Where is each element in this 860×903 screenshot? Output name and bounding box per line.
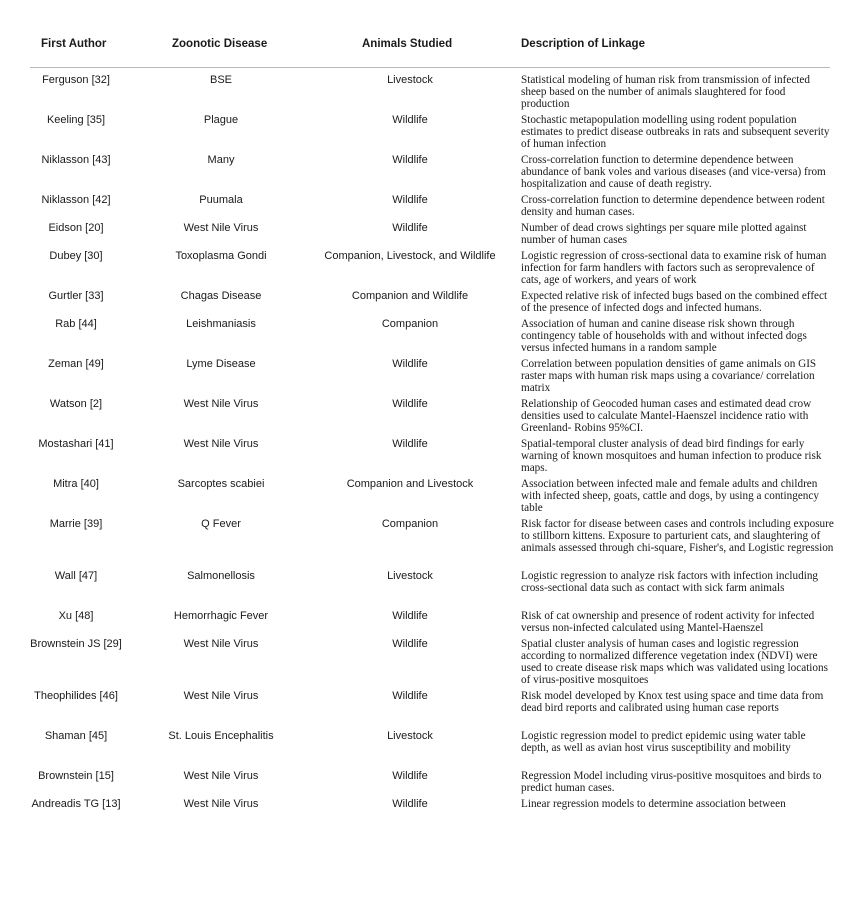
- table-row: [0, 222, 860, 250]
- cell-animals-studied: Wildlife: [392, 154, 428, 166]
- cell-animals-studied: Wildlife: [392, 798, 428, 810]
- cell-first-author: Wall [47]: [54, 570, 98, 582]
- cell-zoonotic-disease: Q Fever: [201, 518, 241, 530]
- cell-description: Risk model developed by Knox test using space and time data from dead bird reports and calibrated using human case reports: [521, 690, 824, 714]
- table-row: [0, 250, 860, 290]
- cell-first-author: Theophilides [46]: [34, 690, 118, 702]
- cell-zoonotic-disease: Sarcoptes scabiei: [177, 478, 265, 490]
- table-row: [0, 74, 860, 114]
- cell-animals-studied: Wildlife: [392, 770, 428, 782]
- table-header: [0, 36, 860, 56]
- cell-animals-studied: Wildlife: [392, 398, 428, 410]
- cell-zoonotic-disease: Lyme Disease: [186, 358, 256, 370]
- cell-zoonotic-disease: Leishmaniasis: [186, 318, 256, 330]
- cell-animals-studied: Companion: [381, 318, 439, 330]
- table-row: [0, 518, 860, 570]
- header-zoonotic-disease: Zoonotic Disease: [172, 38, 268, 50]
- table-row: [0, 570, 860, 610]
- cell-first-author: Xu [48]: [58, 610, 94, 622]
- cell-description: Logistic regression model to predict epidemic using water table depth, as well as avian host virus susceptibility and mobility: [521, 730, 806, 754]
- table-row: [0, 398, 860, 438]
- table-row: [0, 114, 860, 154]
- cell-animals-studied: Companion: [381, 518, 439, 530]
- cell-description: Logistic regression to analyze risk factors with infection including cross-sectional data such as contact with sick farm animals: [521, 570, 819, 594]
- cell-first-author: Mitra [40]: [53, 478, 99, 490]
- cell-first-author: Watson [2]: [49, 398, 103, 410]
- cell-description: Cross-correlation function to determine dependence between rodent density and human cases.: [521, 194, 825, 218]
- header-divider: [30, 67, 830, 68]
- table-row: [0, 638, 860, 690]
- cell-first-author: Marrie [39]: [49, 518, 103, 530]
- cell-zoonotic-disease: West Nile Virus: [183, 438, 259, 450]
- table-row: [0, 730, 860, 770]
- cell-zoonotic-disease: West Nile Virus: [183, 638, 259, 650]
- table-row: [0, 358, 860, 398]
- cell-first-author: Mostashari [41]: [38, 438, 114, 450]
- header-description: Description of Linkage: [521, 38, 645, 50]
- cell-zoonotic-disease: West Nile Virus: [183, 798, 259, 810]
- cell-description: Association between infected male and female adults and children with infected sheep, goats, cattle and dogs, by using a contingency table: [521, 478, 819, 514]
- cell-zoonotic-disease: West Nile Virus: [183, 398, 259, 410]
- cell-animals-studied: Wildlife: [392, 194, 428, 206]
- table-body: [0, 74, 860, 812]
- cell-animals-studied: Wildlife: [392, 438, 428, 450]
- cell-description: Logistic regression of cross-sectional data to examine risk of human infection for farm handlers with factors such as seroprevalence of cats, age of workers, and years of work: [521, 250, 827, 286]
- table-row: [0, 318, 860, 358]
- cell-description: Spatial cluster analysis of human cases and logistic regression according to normalized difference vegetation index (NDVI) were used to create disease risk maps which was validated using locations of virus-positive mosquitoes: [521, 638, 828, 686]
- cell-description: Stochastic metapopulation modelling using rodent population estimates to predict disease outbreaks in rats and subsequent severity of human infection: [521, 114, 830, 150]
- cell-animals-studied: Companion, Livestock, and Wildlife: [324, 250, 496, 262]
- cell-description: Correlation between population densities of game animals on GIS raster maps with human risk maps using a covariance/ correlation matrix: [521, 358, 817, 394]
- cell-zoonotic-disease: West Nile Virus: [183, 690, 259, 702]
- cell-description: Number of dead crows sightings per square mile plotted against number of human cases: [521, 222, 807, 246]
- cell-first-author: Keeling [35]: [46, 114, 106, 126]
- cell-zoonotic-disease: Plague: [203, 114, 239, 126]
- cell-animals-studied: Wildlife: [392, 114, 428, 126]
- cell-animals-studied: Companion and Livestock: [346, 478, 474, 490]
- cell-zoonotic-disease: Salmonellosis: [187, 570, 255, 582]
- cell-zoonotic-disease: West Nile Virus: [183, 222, 259, 234]
- cell-first-author: Niklasson [42]: [41, 194, 111, 206]
- cell-zoonotic-disease: Hemorrhagic Fever: [173, 610, 269, 622]
- cell-animals-studied: Wildlife: [392, 638, 428, 650]
- cell-description: Risk factor for disease between cases and controls including exposure to stillborn kittens. Exposure to parturient cats, and slaughtering of animals assessed through chi-square, Fisher's, and Logistic regression: [521, 518, 834, 554]
- cell-first-author: Gurtler [33]: [48, 290, 104, 302]
- table-row: [0, 798, 860, 812]
- cell-first-author: Rab [44]: [55, 318, 97, 330]
- cell-zoonotic-disease: Toxoplasma Gondi: [175, 250, 267, 262]
- cell-zoonotic-disease: St. Louis Encephalitis: [168, 730, 274, 742]
- header-first-author: First Author: [41, 38, 107, 50]
- cell-description: Statistical modeling of human risk from transmission of infected sheep based on the number of animals slaughtered for food production: [521, 74, 810, 110]
- cell-description: Linear regression models to determine association between: [521, 798, 786, 810]
- table-row: [0, 610, 860, 638]
- cell-animals-studied: Livestock: [387, 74, 433, 86]
- cell-zoonotic-disease: BSE: [209, 74, 232, 86]
- header-animals-studied: Animals Studied: [362, 38, 453, 50]
- cell-zoonotic-disease: West Nile Virus: [183, 770, 259, 782]
- cell-description: Relationship of Geocoded human cases and estimated dead crow densities used to calculate Mantel-Haenszel incidence ratio with Greenland- Robins 95%CI.: [521, 398, 812, 434]
- cell-description: Expected relative risk of infected bugs based on the combined effect of the presence of infected dogs and infected humans.: [521, 290, 828, 314]
- table-row: [0, 478, 860, 518]
- table-row: [0, 194, 860, 222]
- cell-first-author: Shaman [45]: [44, 730, 108, 742]
- cell-zoonotic-disease: Puumala: [199, 194, 243, 206]
- cell-animals-studied: Wildlife: [392, 690, 428, 702]
- table-row: [0, 154, 860, 194]
- cell-first-author: Eidson [20]: [48, 222, 104, 234]
- table-row: [0, 438, 860, 478]
- cell-description: Risk of cat ownership and presence of rodent activity for infected versus non-infected calculated using Mantel-Haenszel: [521, 610, 815, 634]
- cell-animals-studied: Wildlife: [392, 610, 428, 622]
- cell-animals-studied: Livestock: [387, 730, 433, 742]
- cell-first-author: Brownstein [15]: [38, 770, 114, 782]
- table-row: [0, 290, 860, 318]
- cell-first-author: Brownstein JS [29]: [30, 638, 122, 650]
- cell-first-author: Dubey [30]: [49, 250, 103, 262]
- cell-description: Cross-correlation function to determine dependence between abundance of bank voles and various diseases (and vice-versa) from hospitalization and cause of death registry.: [521, 154, 826, 190]
- cell-zoonotic-disease: Chagas Disease: [180, 290, 262, 302]
- cell-zoonotic-disease: Many: [207, 154, 235, 166]
- cell-animals-studied: Wildlife: [392, 358, 428, 370]
- cell-animals-studied: Wildlife: [392, 222, 428, 234]
- cell-animals-studied: Livestock: [387, 570, 433, 582]
- cell-description: Regression Model including virus-positive mosquitoes and birds to predict human cases.: [521, 770, 822, 794]
- table-row: [0, 770, 860, 798]
- cell-description: Association of human and canine disease risk shown through contingency table of households with and without infected dogs versus infected humans in a random sample: [521, 318, 807, 354]
- cell-first-author: Ferguson [32]: [42, 74, 110, 86]
- cell-animals-studied: Companion and Wildlife: [351, 290, 469, 302]
- cell-description: Spatial-temporal cluster analysis of dead bird findings for early warning of known mosquitoes and human infection to produce risk maps.: [521, 438, 822, 474]
- table-row: [0, 690, 860, 730]
- cell-first-author: Zeman [49]: [48, 358, 104, 370]
- cell-first-author: Niklasson [43]: [41, 154, 111, 166]
- cell-first-author: Andreadis TG [13]: [31, 798, 121, 810]
